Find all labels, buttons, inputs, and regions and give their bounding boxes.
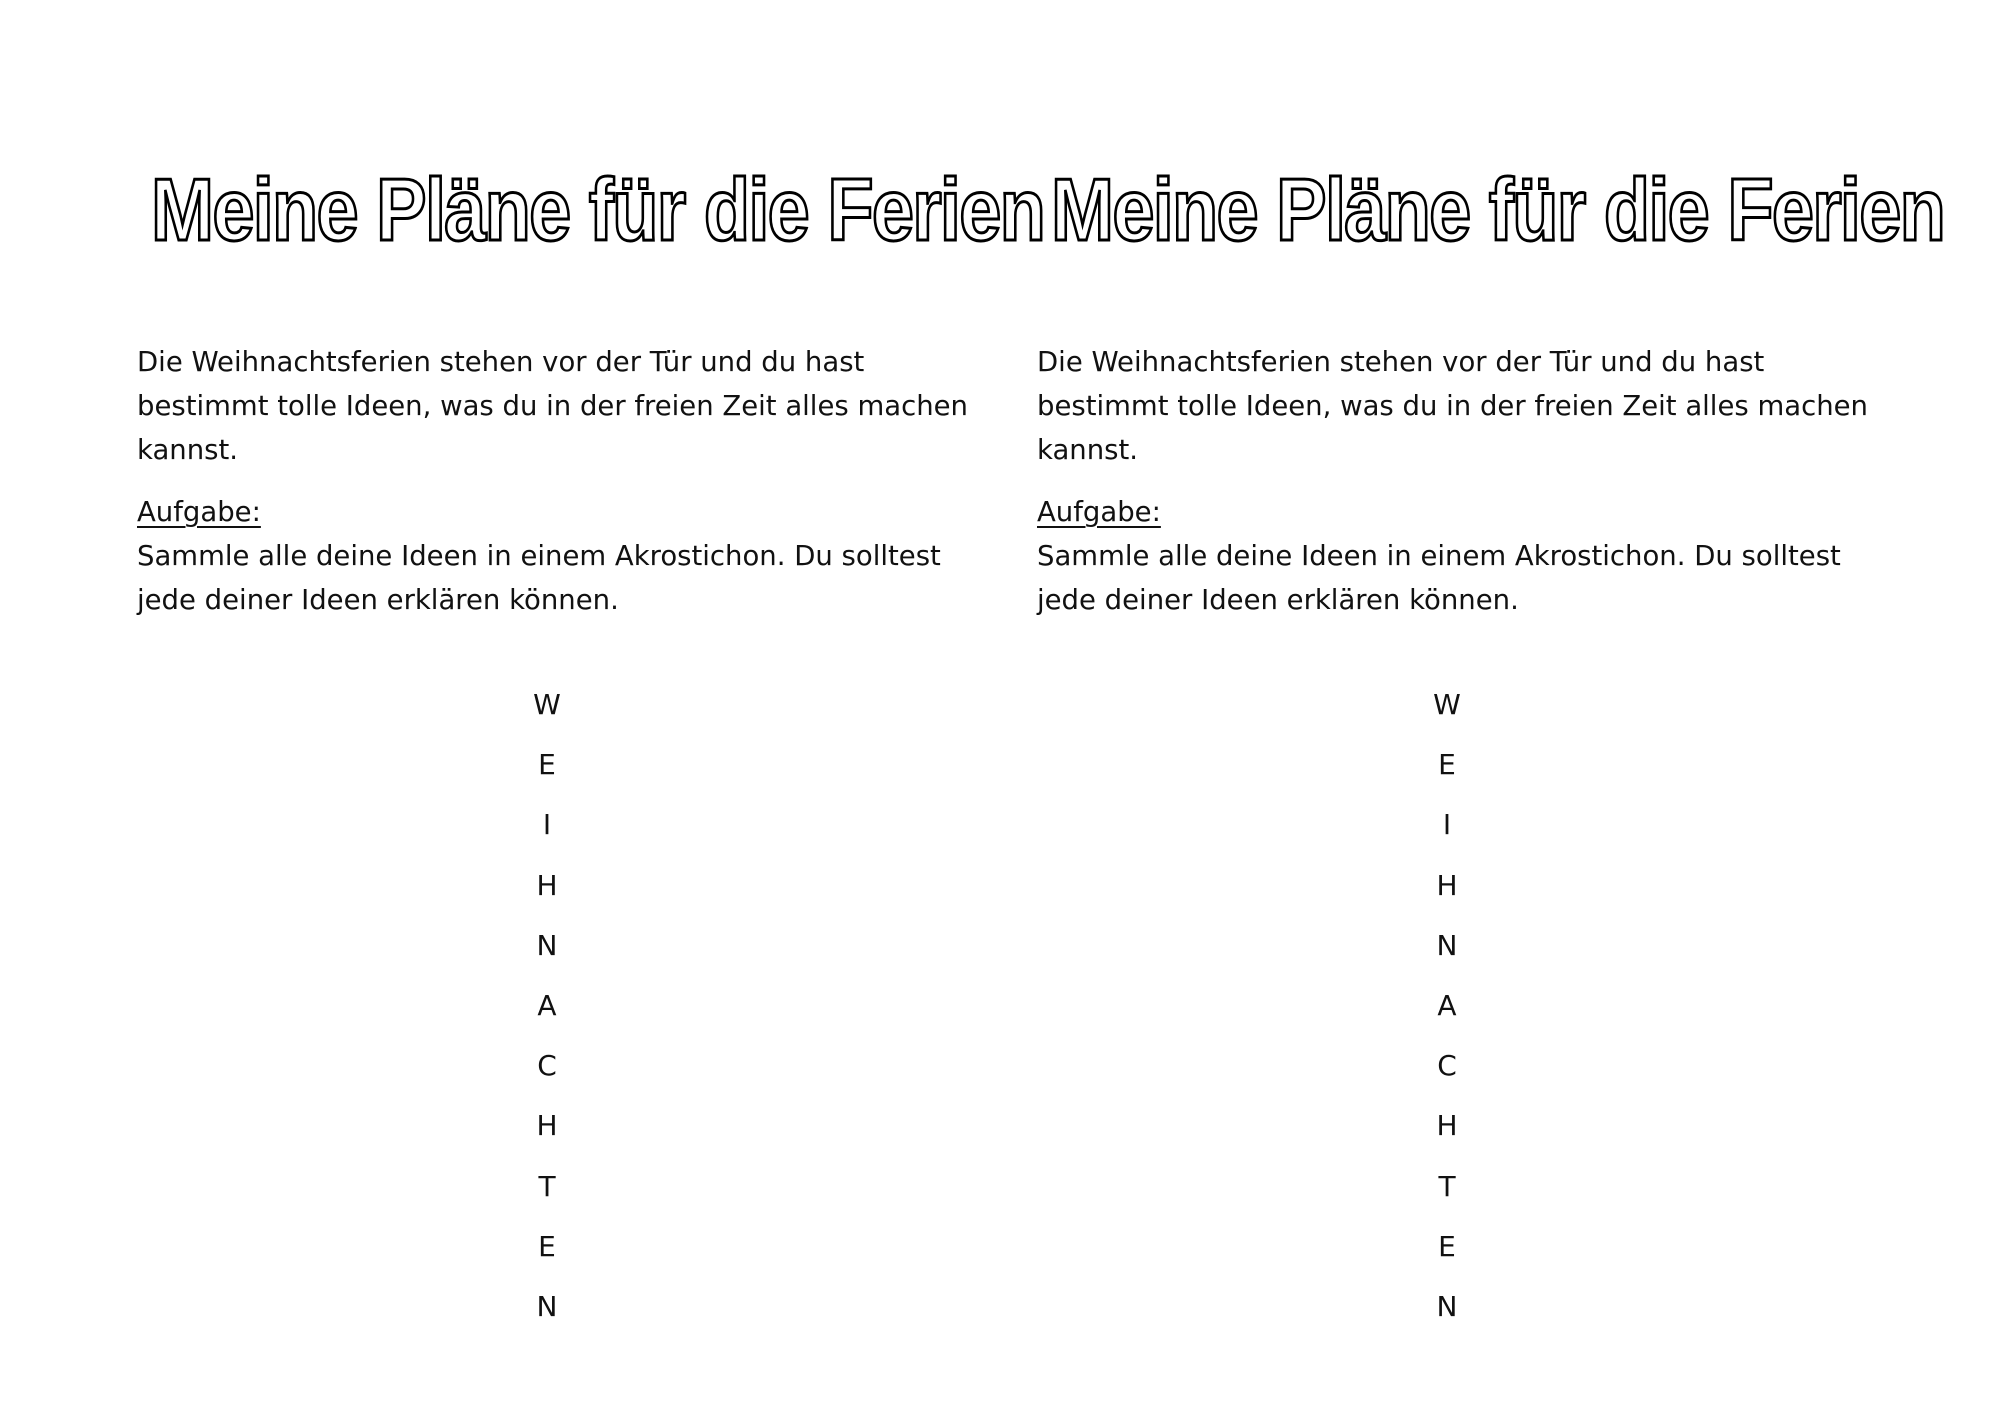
acrostic-letter: E [538,748,556,782]
task-text: Sammle alle deine Ideen in einem Akrostichon. Du solltest jede deiner Ideen erklären können. [137,540,941,616]
task-text: Sammle alle deine Ideen in einem Akrostichon. Du solltest jede deiner Ideen erklären können. [1037,540,1841,616]
acrostic-letter: W [1433,688,1461,721]
acrostic-letter: A [537,988,557,1022]
intro-text: Die Weihnachtsferien stehen vor der Tür und du hast bestimmt tolle Ideen, was du in der freien Zeit alles machen kannst. [1037,346,1868,466]
acrostic-letter: E [538,1229,556,1263]
acrostic-letter: C [537,1049,557,1083]
worksheet-right [1037,0,1945,1414]
acrostic-letter: T [1438,1169,1456,1203]
worksheet-left [137,0,1045,1414]
worksheet-title: Meine Pläne für die Ferien [151,160,1045,259]
acrostic-letter: N [536,928,558,962]
acrostic-letter: H [536,868,558,902]
acrostic-letters [1417,684,1477,1346]
worksheet-title: Meine Pläne für die Ferien [1051,160,1945,259]
acrostic-letter: W [533,688,561,721]
acrostic-letter: N [1436,928,1458,962]
acrostic-letter: C [1437,1049,1457,1083]
acrostic-letter: I [542,808,552,842]
acrostic-letter: E [1438,1229,1456,1263]
intro-text: Die Weihnachtsferien stehen vor der Tür und du hast bestimmt tolle Ideen, was du in der freien Zeit alles machen kannst. [137,346,968,466]
acrostic-letter: N [536,1289,558,1323]
acrostic-letter: E [1438,748,1456,782]
acrostic-letters [517,684,577,1346]
acrostic-letter: H [1436,1109,1458,1143]
acrostic-letter: N [1436,1289,1458,1323]
acrostic-letter: H [536,1109,558,1143]
acrostic-letter: H [1436,868,1458,902]
task-label: Aufgabe: [1037,496,1161,528]
task-label: Aufgabe: [137,496,261,528]
acrostic-letter: T [538,1169,556,1203]
acrostic-letter: I [1442,808,1452,842]
acrostic-letter: A [1437,988,1457,1022]
